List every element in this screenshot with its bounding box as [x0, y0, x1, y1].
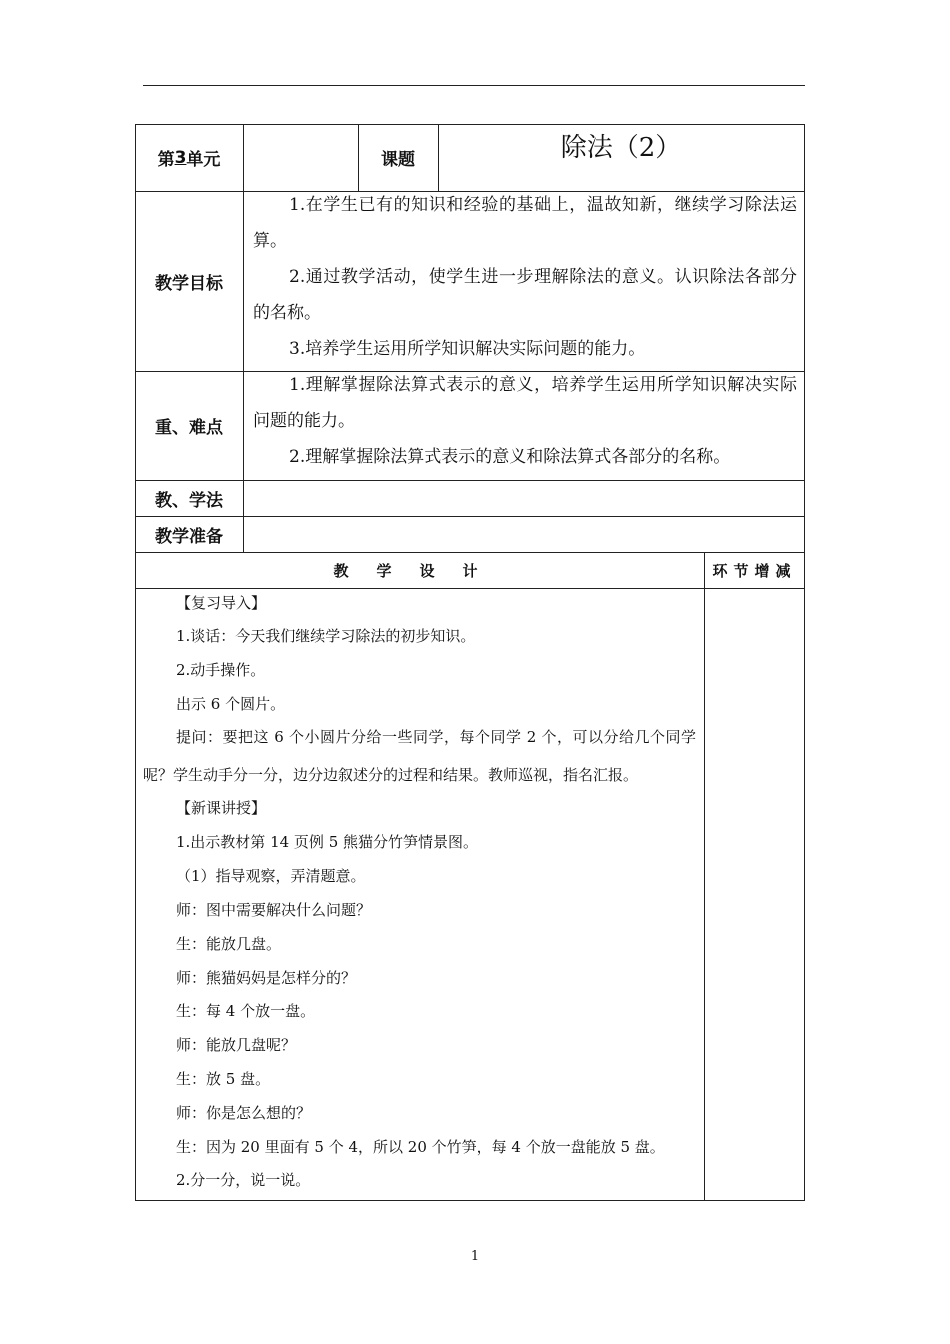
- objective-item: 2.通过教学活动，使学生进一步理解除法的意义。认识除法各部分的名称。: [253, 267, 797, 323]
- design-side-header: [704, 552, 805, 588]
- methods-label: 教、学法: [155, 490, 223, 511]
- header-rule: [143, 85, 805, 86]
- page-number: 1: [470, 1249, 480, 1264]
- unit-prefix: 第: [157, 150, 175, 170]
- design-line: 1.出示教材第 14 页例 5 熊猫分竹笋情景图。: [176, 833, 479, 851]
- design-line: 师：你是怎么想的？: [176, 1104, 312, 1122]
- col-divider: [704, 552, 705, 1201]
- section-heading: 【复习导入】: [176, 594, 267, 612]
- key-point-item: 1.理解掌握除法算式表示的意义，培养学生运用所学知识解决实际问题的能力。: [253, 375, 797, 431]
- design-line: 师：图中需要解决什么问题？: [176, 901, 372, 919]
- design-line: 2.动手操作。: [176, 661, 266, 679]
- design-paragraph: 提问：要把这 6 个小圆片分给一些同学，每个同学 2 个，可以分给几个同学呢？学生动手分一分，边分边叙述分的过程和结果。教师巡视，指名汇报。: [143, 728, 696, 784]
- design-line: 生：每 4 个放一盘。: [176, 1002, 316, 1020]
- preparation-label: 教学准备: [155, 526, 223, 547]
- design-side-header-text: 环节增减: [712, 561, 797, 580]
- lesson-title: 除法（2）: [560, 133, 682, 163]
- methods-value: [253, 480, 797, 516]
- design-line: 2.分一分，说一说。: [176, 1171, 311, 1189]
- design-line: 1.谈话：今天我们继续学习除法的初步知识。: [176, 627, 476, 645]
- design-line: 生：放 5 盘。: [176, 1070, 271, 1088]
- design-line: 生：因为 20 里面有 5 个 4，所以 20 个竹笋，每 4 个放一盘能放 5 盘。: [176, 1138, 665, 1156]
- objective-item: 3.培养学生运用所学知识解决实际问题的能力。: [289, 339, 646, 359]
- design-header-text: 教学设计: [333, 561, 506, 580]
- design-line: 生：能放几盘。: [176, 935, 282, 953]
- col-divider: [243, 124, 244, 552]
- section-heading: 【新课讲授】: [176, 799, 267, 817]
- unit-label: [135, 124, 243, 191]
- unit-number: 3: [174, 147, 187, 168]
- design-line: 出示 6 个圆片。: [176, 695, 286, 713]
- unit-suffix: 单元: [186, 150, 221, 170]
- design-line: 师：熊猫妈妈是怎样分的？: [176, 969, 357, 987]
- objectives-label: 教学目标: [155, 273, 223, 294]
- key-point-item: 2.理解掌握除法算式表示的意义和除法算式各部分的名称。: [289, 447, 731, 467]
- design-line: 师：能放几盘呢？: [176, 1036, 297, 1054]
- key-points-label: 重、难点: [155, 418, 223, 438]
- design-line: （1）指导观察，弄清题意。: [176, 867, 366, 885]
- lesson-label: 课题: [381, 150, 415, 170]
- preparation-value: [253, 516, 797, 552]
- design-header: [135, 552, 704, 588]
- objective-item: 1.在学生已有的知识和经验的基础上，温故知新，继续学习除法运算。: [253, 195, 797, 251]
